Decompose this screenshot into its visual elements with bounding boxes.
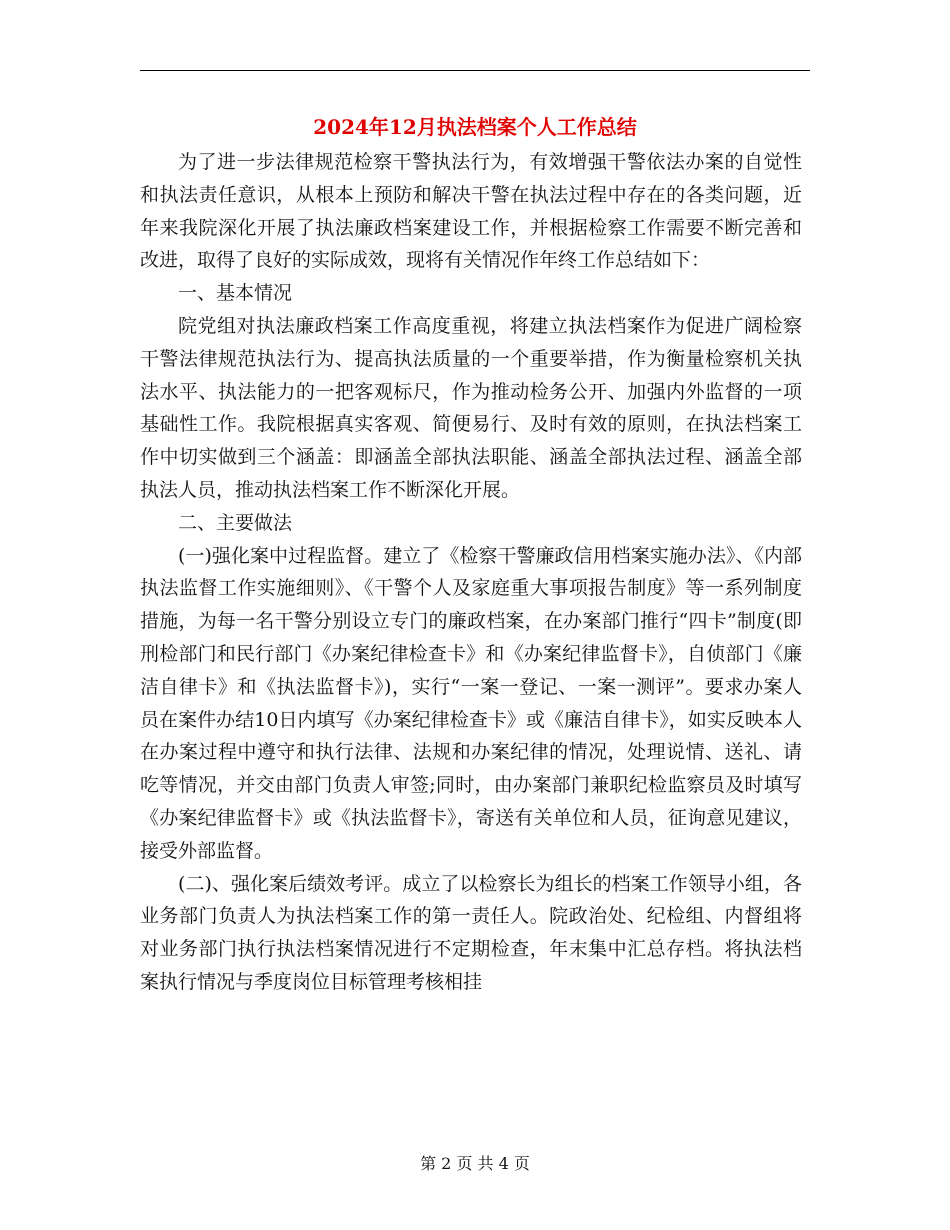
basic-situation-paragraph: 院党组对执法廉政档案工作高度重视，将建立执法档案作为促进广阔检察干警法律规范执法行为、提高执法质量的一个重要举措，作为衡量检察机关执法水平、执法能力的一把客观标尺，作为推动检务公开、加强内外监督的一项基础性工作。我院根据真实客观、简便易行、及时有效的原则，在执法档案工作中切实做到三个涵盖：即涵盖全部执法职能、涵盖全部执法过程、涵盖全部执法人员，推动执法档案工作不断深化开展。	[140, 314, 802, 501]
method-2-paragraph: (二)、强化案后绩效考评。成立了以检察长为组长的档案工作领导小组，各业务部门负责人为执法档案工作的第一责任人。院政治处、纪检组、内督组将对业务部门执行执法档案情况进行不定期检查，年末集中汇总存档。将执法档案执行情况与季度岗位目标管理考核相挂	[140, 872, 802, 993]
method-1-paragraph: (一)强化案中过程监督。建立了《检察干警廉政信用档案实施办法》、《内部执法监督工作实施细则》、《干警个人及家庭重大事项报告制度》等一系列制度措施，为每一名干警分别设立专门的廉政档案，在办案部门推行“四卡”制度(即刑检部门和民行部门《办案纪律检查卡》和《办案纪律监督卡》，自侦部门《廉洁自律卡》和《执法监督卡》)，实行“一案一登记、一案一测评”。要求办案人员在案件办结10日内填写《办案纪律检查卡》或《廉洁自律卡》，如实反映本人在办案过程中遵守和执行法律、法规和办案纪律的情况，处理说情、送礼、请吃等情况，并交由部门负责人审签;同时，由办案部门兼职纪检监察员及时填写《办案纪律监督卡》或《执法监督卡》，寄送有关单位和人员，征询意见建议，接受外部监督。	[140, 544, 802, 862]
header-rule	[140, 70, 810, 71]
page-footer: 第 2 页 共 4 页	[420, 1154, 530, 1173]
document-title: 2024年12月执法档案个人工作总结	[313, 115, 637, 139]
section-heading-basic: 一、基本情况	[178, 282, 293, 305]
section-heading-methods: 二、主要做法	[178, 511, 293, 534]
intro-paragraph: 为了进一步法律规范检察干警执法行为，有效增强干警依法办案的自觉性和执法责任意识，从根本上预防和解决干警在执法过程中存在的各类问题，近年来我院深化开展了执法廉政档案建设工作，并根据检察工作需要不断完善和改进，取得了良好的实际成效，现将有关情况作年终工作总结如下：	[140, 151, 802, 272]
document-body	[140, 146, 802, 999]
